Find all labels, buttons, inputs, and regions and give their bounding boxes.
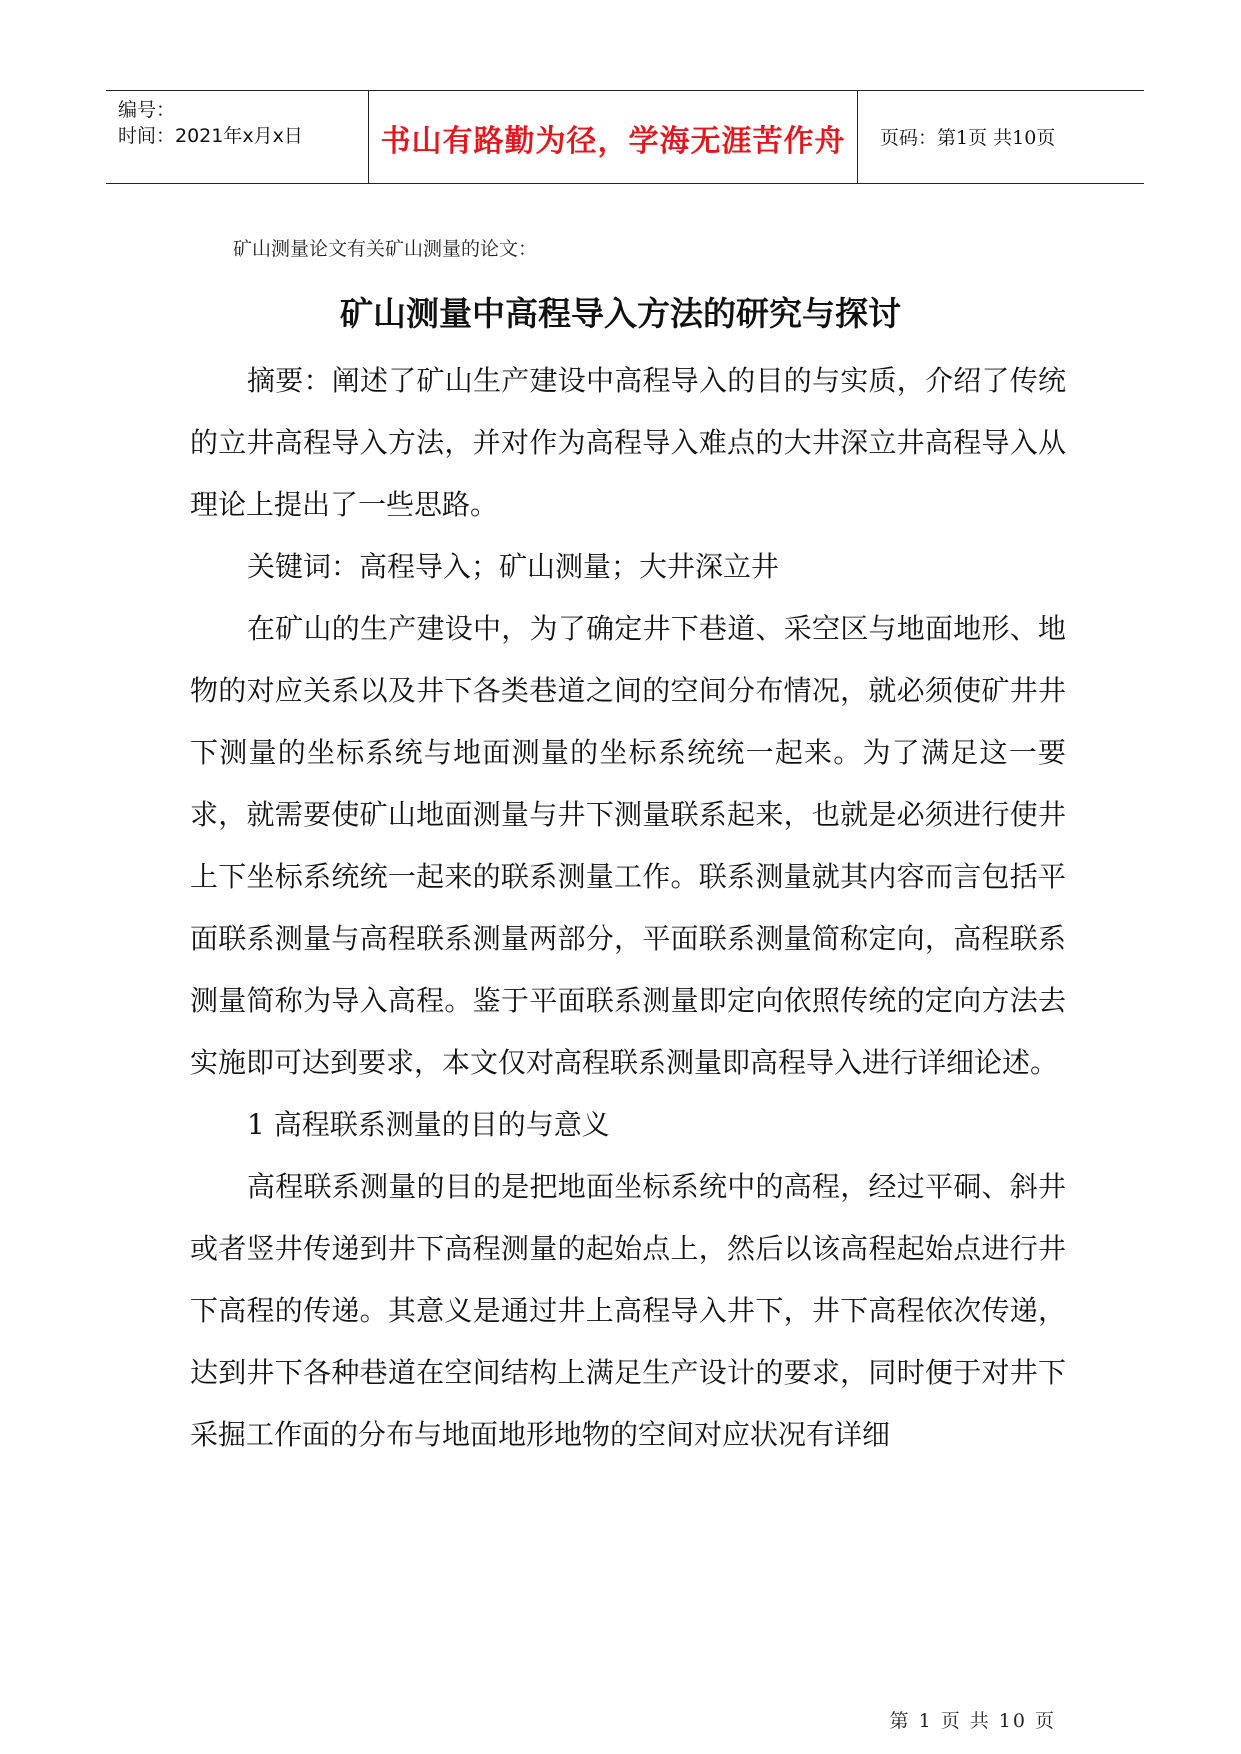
page-header <box>106 90 1144 184</box>
intro-line: 矿山测量论文有关矿山测量的论文： <box>233 238 538 260</box>
document-title: 矿山测量中高程导入方法的研究与探讨 <box>340 294 901 333</box>
body-paragraph: 高程联系测量的目的是把地面坐标系统中的高程，经过平硐、斜井或者竖井传递到井下高程测量的起始点上，然后以该高程起始点进行井下高程的传递。其意义是通过井上高程导入井下，井下高程依次传递，达到井下各种巷道在空间结构上满足生产设计的要求，同时便于对井下采掘工作面的分布与地面地形地物的空间对应状况有详细 <box>190 1170 1066 1451</box>
header-meta-cell <box>106 91 368 183</box>
document-time-label: 时间：2021年x月x日 <box>118 125 303 147</box>
document-number-label: 编号： <box>118 99 176 121</box>
header-page-cell <box>858 91 1144 183</box>
section-heading: 1 高程联系测量的目的与意义 <box>247 1108 610 1141</box>
page-code-label: 页码：第1页 共10页 <box>880 127 1056 149</box>
abstract-paragraph: 摘要：阐述了矿山生产建设中高程导入的目的与实质，介绍了传统的立井高程导入方法，并对作为高程导入难点的大井深立井高程导入从理论上提出了一些思路。 <box>190 364 1066 521</box>
keywords-paragraph: 关键词：高程导入；矿山测量；大井深立井 <box>247 550 780 583</box>
header-motto-cell <box>368 91 858 183</box>
document-body <box>190 350 1066 1466</box>
motto-text: 书山有路勤为径，学海无涯苦作舟 <box>380 124 846 159</box>
page-footer: 第 1 页 共 10 页 <box>889 1710 1056 1732</box>
body-paragraph: 在矿山的生产建设中，为了确定井下巷道、采空区与地面地形、地物的对应关系以及井下各类巷道之间的空间分布情况，就必须使矿井井下测量的坐标系统与地面测量的坐标系统统一起来。为了满足这一要求，就需要使矿山地面测量与井下测量联系起来，也就是必须进行使井上下坐标系统统一起来的联系测量工作。联系测量就其内容而言包括平面联系测量与高程联系测量两部分，平面联系测量简称定向，高程联系测量简称为导入高程。鉴于平面联系测量即定向依照传统的定向方法去实施即可达到要求，本文仅对高程联系测量即高程导入进行详细论述。 <box>190 612 1066 1079</box>
